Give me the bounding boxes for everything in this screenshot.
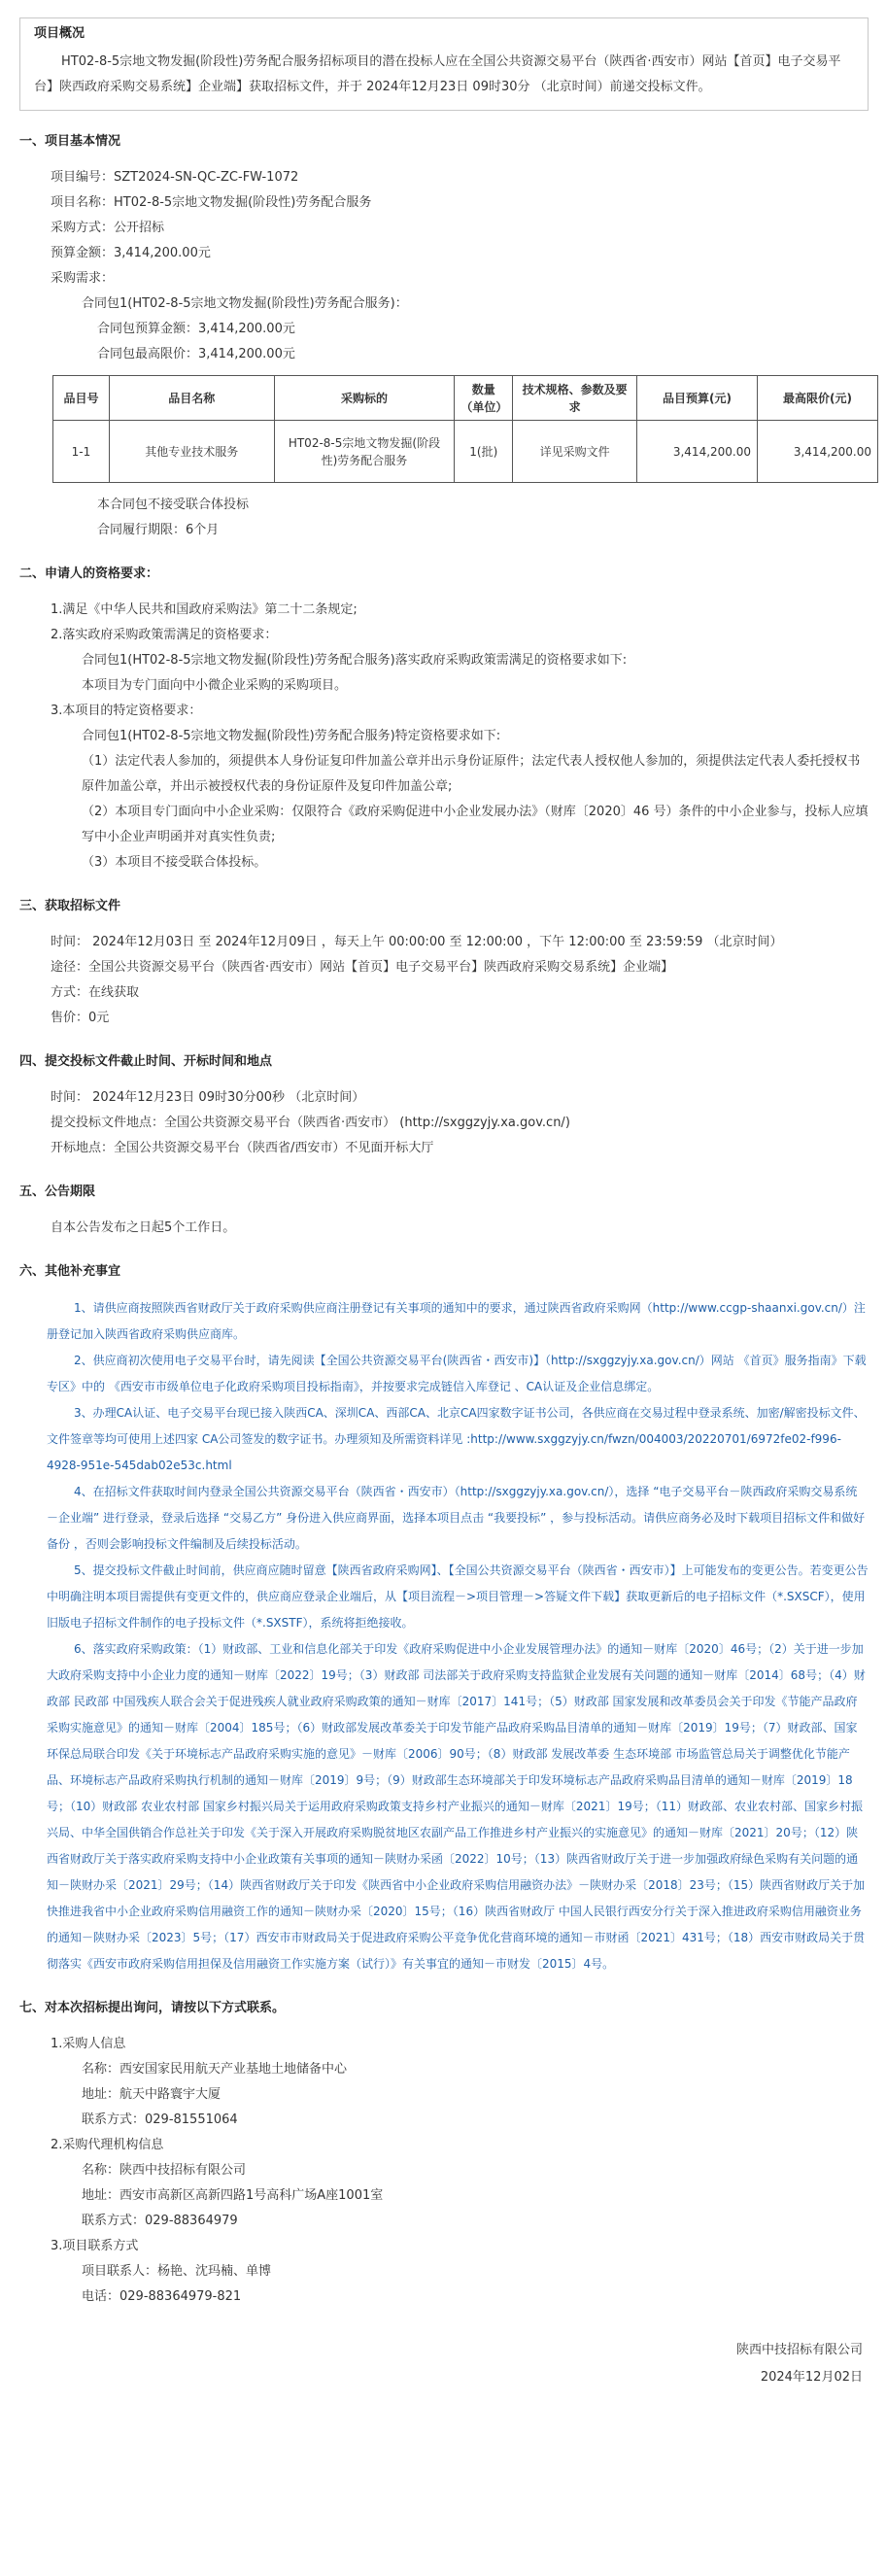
table-header: 最高限价(元) xyxy=(758,376,878,421)
note-paragraph: 2、供应商初次使用电子交易平台时，请先阅读【全国公共资源交易平台(陕西省・西安市)】（http://sxggzyjy.xa.gov.cn/）网站 《首页》服务指南》下载专区》中的 《西安市市级单位电子化政府采购项目投标指南》，并按要求完成链信入库登记 、CA认证及企业信息绑定。 xyxy=(47,1354,867,1393)
table-cell: HT02-8-5宗地文物发掘(阶段性)劳务配合服务 xyxy=(274,421,455,483)
note-paragraph: 3、办理CA认证、电子交易平台现已接入陕西CA、深圳CA、西部CA、北京CA四家数字证书公司，各供应商在交易过程中登录系统、加密/解密投标文件、文件签章等均可使用上述四家 CA公司签发的数字证书。办理须知及所需资料详见 :http://www.sxggzyjy.cn/fwzn/004003/20220701/6972fe02-f996-4928-951e-545dab02e53c.html xyxy=(47,1406,866,1472)
section-deadline xyxy=(19,1052,869,1161)
section-title: 七、对本次招标提出询问，请按以下方式联系。 xyxy=(19,2001,286,2015)
note-paragraph: 6、落实政府采购政策：（1）财政部、工业和信息化部关于印发《政府采购促进中小企业发展管理办法》的通知－财库〔2020〕46号；（2）关于进一步加大政府采购支持中小企业力度的通知－财库〔2022〕19号；（3）财政部 司法部关于政府采购支持监狱企业发展有关问题的通知－财库〔2014〕68号；（4）财政部 民政部 中国残疾人联合会关于促进残疾人就业政府采购政策的通知－财库〔2017〕141号；（5）财政部 国家发展和改革委员会关于印发《节能产品政府采购实施意见》的通知－财库〔2004〕185号；（6）财政部发展改革委关于印发节能产品政府采购品目清单的通知－财库〔2019〕19号；（7）财政部、国家环保总局联合印发《关于环境标志产品政府采购实施的意见》－财库〔2006〕90号；（8）财政部 发展改革委 生态环境部 市场监管总局关于调整优化节能产品、环境标志产品政府采购执行机制的通知－财库〔2019〕9号；（9）财政部生态环境部关于印发环境标志产品政府采购品目清单的通知－财库〔2019〕18号；（10）财政部 农业农村部 国家乡村振兴局关于运用政府采购政策支持乡村产业振兴的通知－财库〔2021〕19号；（11）财政部、农业农村部、国家乡村振兴局、中华全国供销合作总社关于印发《关于深入开展政府采购脱贫地区农副产品工作推进乡村产业振兴的实施意见》的通知－财库〔2021〕20号；（12）陕西省财政厅关于落实政府采购支持中小企业政策有关事项的通知－陕财办采函〔2022〕10号；（13）陕西省财政厅关于进一步加强政府绿色采购有关问题的通知－陕财办采〔2021〕29号；（14）陕西省财政厅关于印发《陕西省中小企业政府采购信用融资办法》－陕财办采〔2018〕23号；（15）陕西省财政厅关于加快推进我省中小企业政府采购信用融资工作的通知－陕财办采〔2020〕15号；（16）陕西省财政厅 中国人民银行西安分行关于深入推进政府采购信用融资业务的通知－陕财办采〔2023〕5号；（17）西安市市财政局关于促进政府采购公平竞争优化营商环境的通知－市财函〔2021〕431号；（18）西安市财政局关于贯彻落实《西安市政府采购信用担保及信用融资工作实施方案（试行）》有关事宜的通知－市财发〔2015〕4号。 xyxy=(47,1642,866,1971)
buyer-address: 地址：航天中路寰宇大厦 xyxy=(82,2087,222,2102)
table-header: 品目预算(元) xyxy=(637,376,758,421)
qualification-line: 合同包1(HT02-8-5宗地文物发掘(阶段性)劳务配合服务)落实政府采购政策需满足的资格要求如下: xyxy=(82,653,628,668)
section-title: 五、公告期限 xyxy=(19,1185,96,1199)
table-header: 采购标的 xyxy=(274,376,455,421)
buyer-name: 名称：西安国家民用航天产业基地土地储备中心 xyxy=(82,2062,348,2077)
procurement-method: 采购方式：公开招标 xyxy=(51,221,165,235)
table-header: 数量（单位） xyxy=(455,376,513,421)
signature-block xyxy=(19,2337,869,2391)
budget-amount: 预算金额：3,414,200.00元 xyxy=(51,246,211,260)
table-header: 品目名称 xyxy=(109,376,274,421)
table-header: 品目号 xyxy=(53,376,110,421)
buyer-heading: 1.采购人信息 xyxy=(51,2037,126,2051)
items-table xyxy=(52,375,878,483)
qualification-line: 2.落实政府采购政策需满足的资格要求： xyxy=(51,628,278,642)
contact-heading: 3.项目联系方式 xyxy=(51,2239,139,2253)
table-cell: 详见采购文件 xyxy=(513,421,637,483)
table-header-row xyxy=(53,376,878,421)
deadline-time: 时间： 2024年12月23日 09时30分00秒 （北京时间） xyxy=(51,1090,365,1105)
section-title: 一、项目基本情况 xyxy=(19,134,121,149)
agent-address: 地址：西安市高新区高新四路1号高科广场A座1001室 xyxy=(82,2188,384,2203)
qualification-line: （1）法定代表人参加的，须提供本人身份证复印件加盖公章并出示身份证原件；法定代表人授权他人参加的，须提供法定代表人委托授权书原件加盖公章，并出示被授权代表的身份证原件及复印件加盖公章; xyxy=(82,754,861,794)
package-title: 合同包1(HT02-8-5宗地文物发掘(阶段性)劳务配合服务)： xyxy=(82,296,408,311)
get-route: 途径：全国公共资源交易平台（陕西省·西安市）网站【首页】电子交易平台】陕西政府采购交易系统】企业端】 xyxy=(51,960,674,975)
section-qualification xyxy=(19,565,869,876)
table-row xyxy=(53,421,878,483)
table-header: 技术规格、参数及要求 xyxy=(513,376,637,421)
contact-phone: 电话：029-88364979-821 xyxy=(82,2289,242,2304)
get-price: 售价：0元 xyxy=(51,1011,110,1025)
package-max-price: 合同包最高限价：3,414,200.00元 xyxy=(97,347,295,361)
procurement-needs: 采购需求： xyxy=(51,271,115,286)
section-title: 四、提交投标文件截止时间、开标时间和地点 xyxy=(19,1054,273,1069)
qualification-line: 3.本项目的特定资格要求： xyxy=(51,704,202,718)
section-notice-period xyxy=(19,1183,869,1241)
agent-name: 名称：陕西中技招标有限公司 xyxy=(82,2163,247,2178)
qualification-line: 1.满足《中华人民共和国政府采购法》第二十二条规定; xyxy=(51,602,358,617)
summary-text: HT02-8-5宗地文物发掘(阶段性)劳务配合服务招标项目的潜在投标人应在全国公共资源交易平台（陕西省·西安市）网站【首页】电子交易平台】陕西政府采购交易系统】企业端】获取招标文件，并于 2024年12月23日 09时30分 （北京时间）前递交投标文件。 xyxy=(34,54,841,94)
agent-heading: 2.采购代理机构信息 xyxy=(51,2138,164,2152)
no-consortium-note: 本合同包不接受联合体投标 xyxy=(97,498,250,512)
package-budget: 合同包预算金额：3,414,200.00元 xyxy=(97,322,295,336)
notice-period-text: 自本公告发布之日起5个工作日。 xyxy=(51,1220,236,1235)
qualification-line: 本项目为专门面向中小微企业采购的采购项目。 xyxy=(82,678,348,693)
section-other-matters xyxy=(19,1262,869,1977)
section-basic-info xyxy=(19,132,869,543)
qualification-line: （2）本项目专门面向中小企业采购：仅限符合《政府采购促进中小企业发展办法》（财库〔2020〕46 号）条件的中小企业参与，投标人应填写中小企业声明函并对真实性负责; xyxy=(82,805,869,844)
get-way: 方式：在线获取 xyxy=(51,985,140,1000)
note-paragraph: 1、请供应商按照陕西省财政厅关于政府采购供应商注册登记有关事项的通知中的要求，通过陕西省政府采购网（http://www.ccgp-shaanxi.gov.cn/）注册登记加入陕西省政府采购供应商库。 xyxy=(47,1301,866,1341)
qualification-line: （3）本项目不接受联合体投标。 xyxy=(82,855,267,870)
contact-people: 项目联系人：杨艳、沈玛楠、单博 xyxy=(82,2264,272,2279)
section-contact xyxy=(19,1999,869,2310)
summary-title: 项目概况 xyxy=(34,26,85,41)
agent-phone: 联系方式：029-88364979 xyxy=(82,2214,238,2228)
summary-box xyxy=(19,17,869,111)
contract-period: 合同履行期限：6个月 xyxy=(97,523,220,537)
buyer-phone: 联系方式：029-81551064 xyxy=(82,2112,238,2127)
footer-date: 2024年12月02日 xyxy=(760,2370,863,2385)
section-title: 六、其他补充事宜 xyxy=(19,1264,121,1279)
qualification-line: 合同包1(HT02-8-5宗地文物发掘(阶段性)劳务配合服务)特定资格要求如下: xyxy=(82,729,501,743)
section-title: 三、获取招标文件 xyxy=(19,899,121,913)
footer-org: 陕西中技招标有限公司 xyxy=(735,2343,863,2357)
note-paragraph: 5、提交投标文件截止时间前，供应商应随时留意【陕西省政府采购网】、【全国公共资源交易平台（陕西省・西安市）】上可能发布的变更公告。若变更公告中明确注明本项目需提供有变更文件的，供应商应登录企业端后，从【项目流程－>项目管理－>答疑文件下载】获取更新后的电子招标文件（*.SXSCF），使用旧版电子招标文件制作的电子投标文件（*.SXSTF），系统将拒绝接收。 xyxy=(47,1563,869,1630)
section-title: 二、申请人的资格要求： xyxy=(19,567,159,581)
table-cell: 3,414,200.00 xyxy=(758,421,878,483)
submit-place: 提交投标文件地点：全国公共资源交易平台（陕西省·西安市） (http://sxggzyjy.xa.gov.cn/) xyxy=(51,1116,570,1130)
table-cell: 1(批) xyxy=(455,421,513,483)
table-cell: 其他专业技术服务 xyxy=(109,421,274,483)
project-number: 项目编号：SZT2024-SN-QC-ZC-FW-1072 xyxy=(51,170,299,185)
section-get-documents xyxy=(19,897,869,1031)
table-cell: 1-1 xyxy=(53,421,110,483)
project-name: 项目名称：HT02-8-5宗地文物发掘(阶段性)劳务配合服务 xyxy=(51,195,372,210)
opening-place: 开标地点：全国公共资源交易平台（陕西省/西安市）不见面开标大厅 xyxy=(51,1141,434,1155)
table-cell: 3,414,200.00 xyxy=(637,421,758,483)
note-paragraph: 4、在招标文件获取时间内登录全国公共资源交易平台（陕西省・西安市）（http://sxggzyjy.xa.gov.cn/），选择 “电子交易平台－陕西政府采购交易系统－企业端” 进行登录，登录后选择 “交易乙方” 身份进入供应商界面，选择本项目点击 “我要投标” ，参与投标活动。请供应商务必及时下载项目招标文件和做好备份 ，否则会影响投标文件编制及后续投标活动。 xyxy=(47,1485,866,1551)
get-time: 时间： 2024年12月03日 至 2024年12月09日 ，每天上午 00:00:00 至 12:00:00 ，下午 12:00:00 至 23:59:59 （北京时间） xyxy=(51,935,783,949)
